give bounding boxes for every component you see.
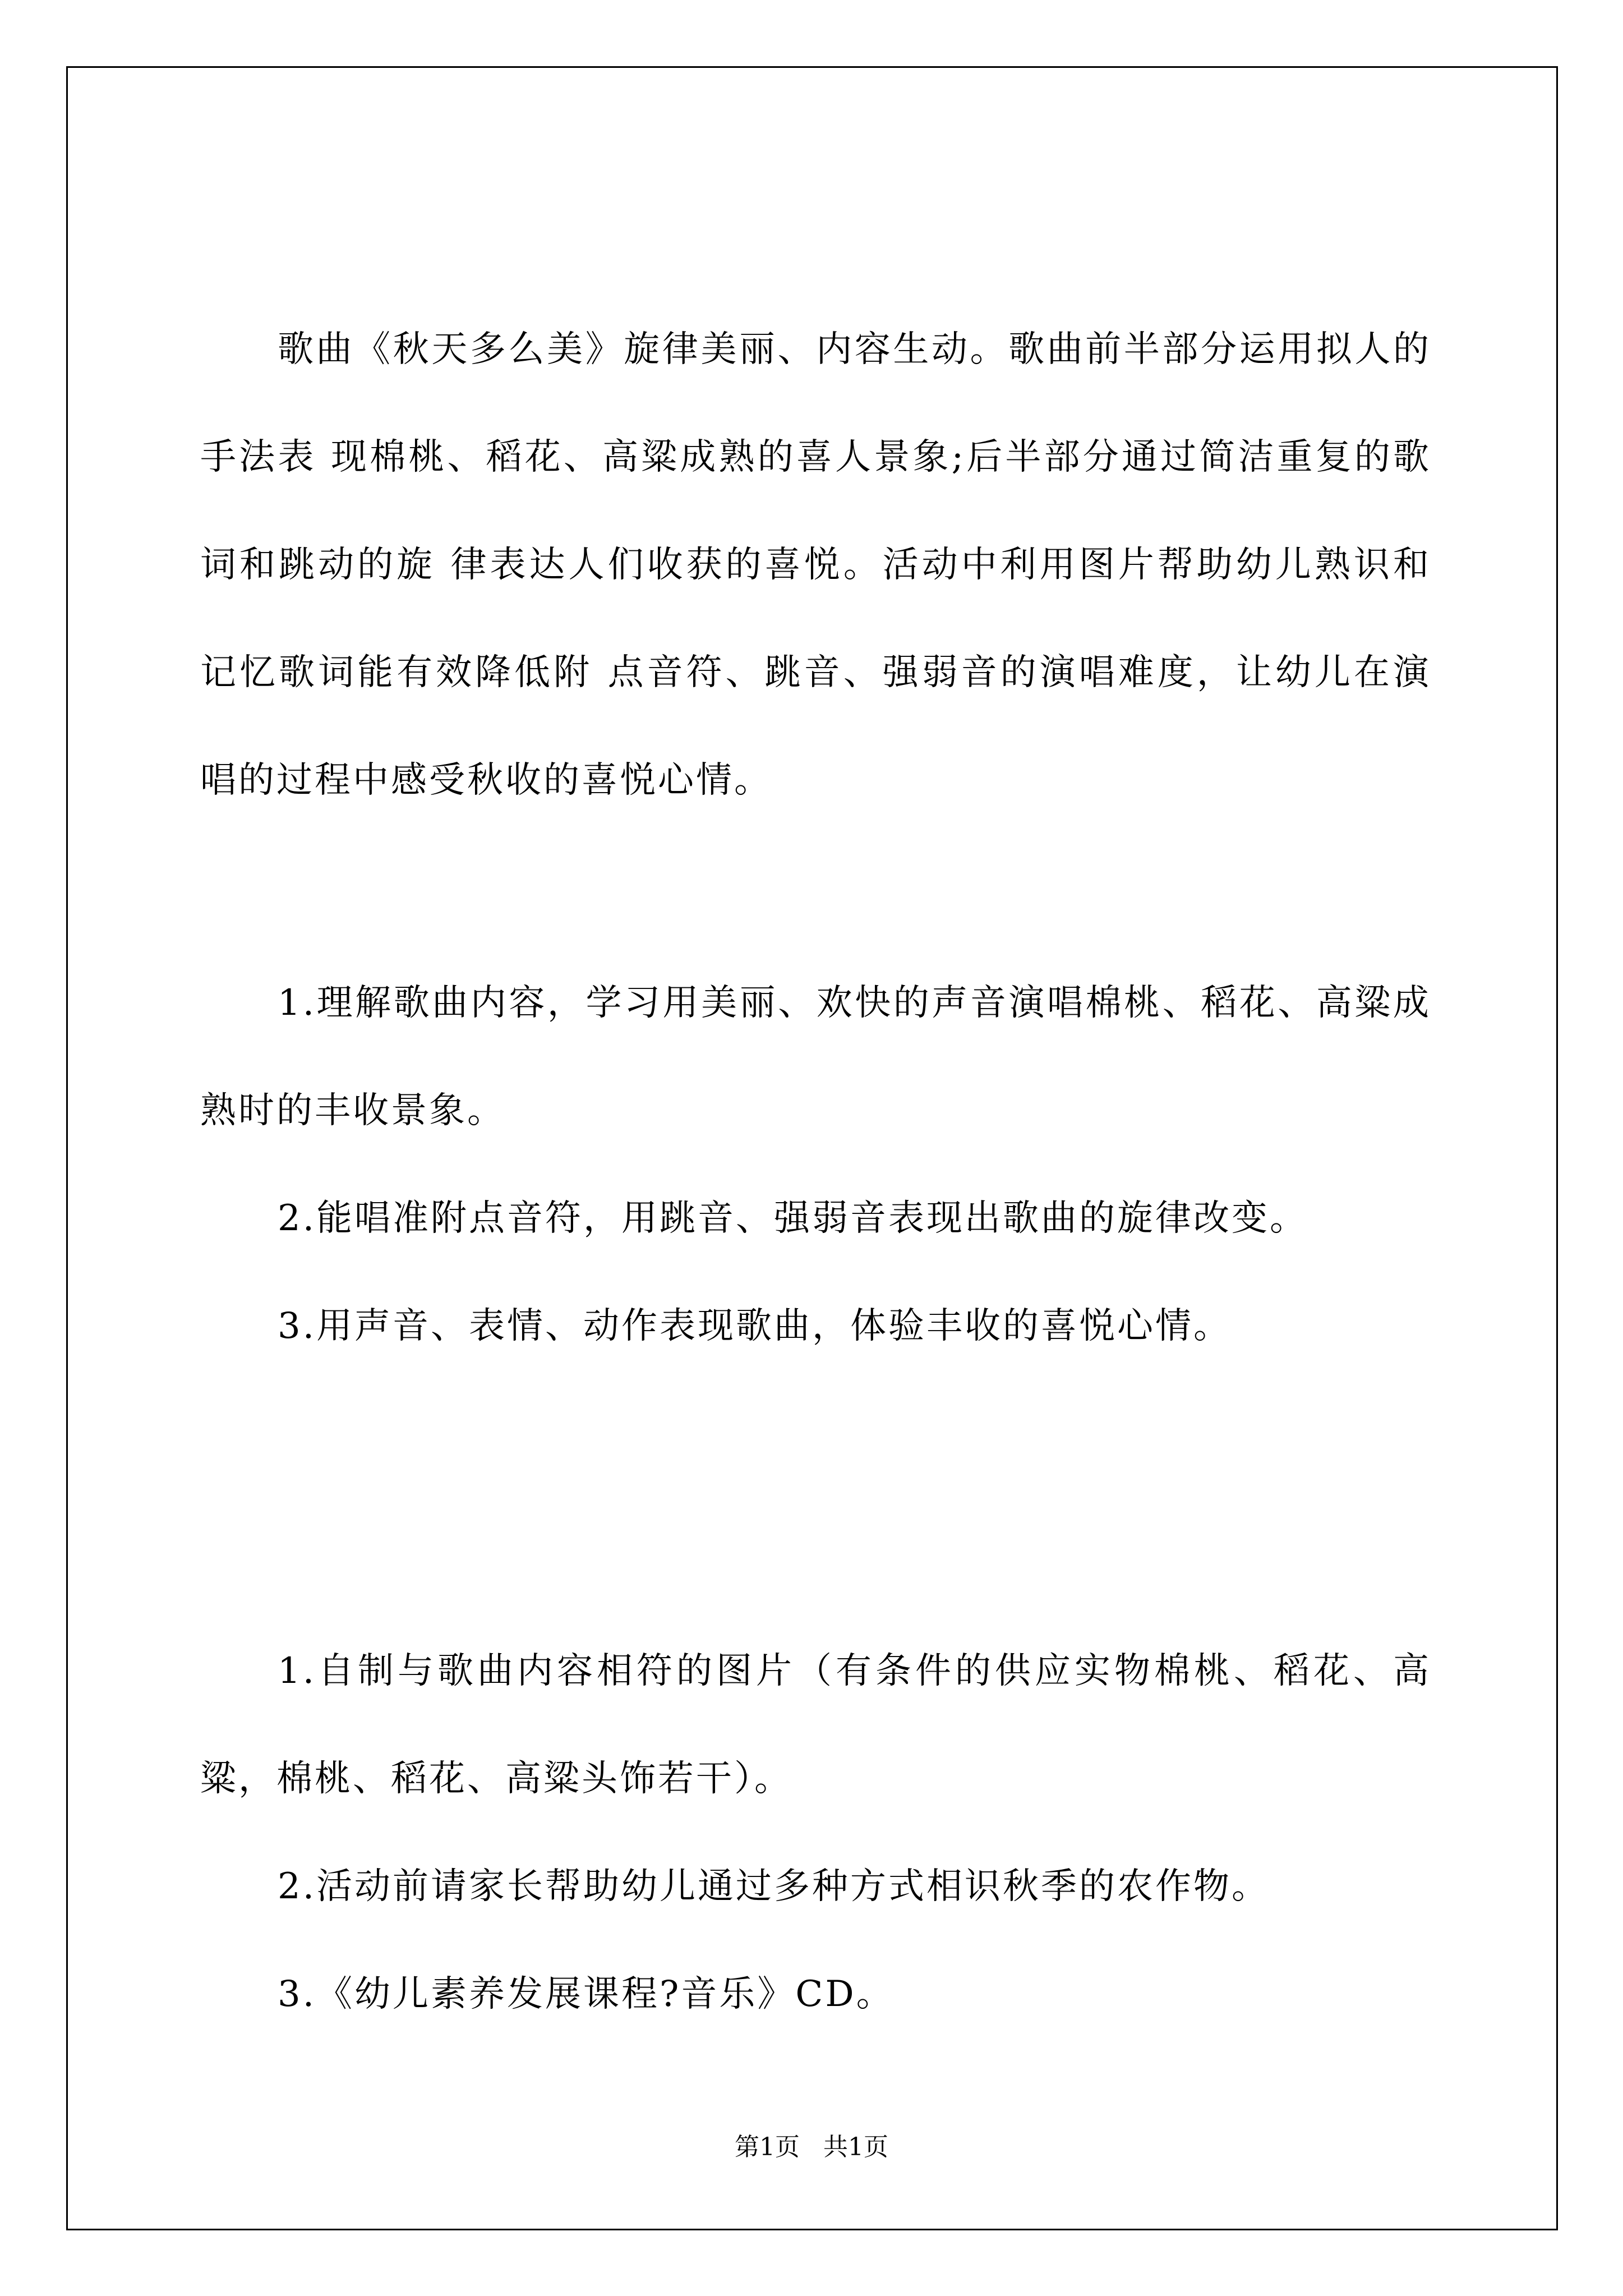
- goals-section: [200, 949, 1431, 1380]
- prep-item-2: 2.活动前请家长帮助幼儿通过多种方式相识秋季的农作物。: [278, 1866, 1270, 1907]
- prep-item-3: 3.《幼儿素养发展课程?音乐》CD。: [278, 1973, 895, 2015]
- intro-paragraph: 歌曲《秋天多么美》旋律美丽、内容生动。歌曲前半部分运用拟人的手法表 现棉桃、稻花、高粱成熟的喜人景象;后半部分通过简洁重复的歌词和跳动的旋 律表达人们收获的喜悦。活动中利用图片帮助幼儿熟识和记忆歌词能有效降低附 点音符、跳音、强弱音的演唱难度，让幼儿在演唱的过程中感受秋收的喜悦心情。: [200, 329, 1431, 801]
- goal-item-2: 2.能唱准附点音符，用跳音、强弱音表现出歌曲的旋律改变。: [278, 1198, 1308, 1239]
- prep-item-1: 1.自制与歌曲内容相符的图片（有条件的供应实物棉桃、稻花、高粱，棉桃、稻花、高粱头饰若干）。: [200, 1650, 1431, 1800]
- preparation-section: [200, 1617, 1431, 2048]
- page-footer: 第1页 共1页: [735, 2133, 888, 2161]
- goal-item-3: 3.用声音、表情、动作表现歌曲，体验丰收的喜悦心情。: [278, 1305, 1232, 1347]
- intro-section: [200, 296, 1431, 834]
- goal-item-1: 1.理解歌曲内容，学习用美丽、欢快的声音演唱棉桃、稻花、高粱成熟时的丰收景象。: [200, 982, 1431, 1131]
